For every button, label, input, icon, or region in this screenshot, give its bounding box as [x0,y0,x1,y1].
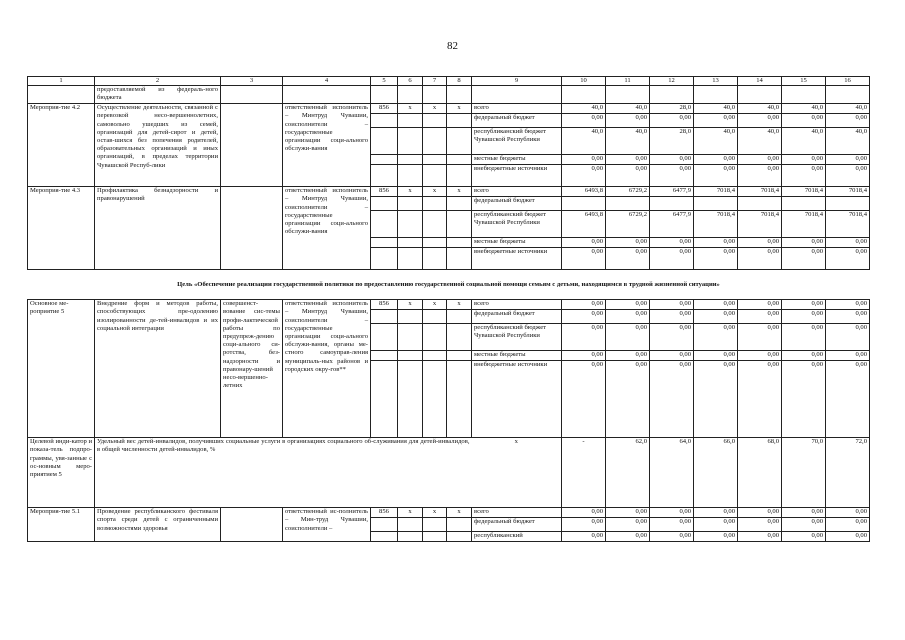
value-cell: 40,0 [562,104,606,114]
value-cell: 0,00 [694,324,738,351]
table-cell [371,518,398,532]
table-cell [371,114,398,128]
value-cell: 6729,2 [606,211,650,238]
funding-source: республиканский бюджет Чувашской Республики [472,211,562,238]
table-cell [447,361,472,438]
value-cell: 0,00 [738,310,782,324]
funding-source: всего [472,300,562,310]
table-cell [398,211,423,238]
value-cell: 0,00 [738,324,782,351]
activity-name: Мероприя-тие 5.1 [28,508,95,542]
value-cell: 0,00 [650,155,694,165]
value-cell: 0,00 [562,310,606,324]
table-cell [447,165,472,187]
value-cell: 0,00 [782,324,826,351]
table-cell [371,310,398,324]
value-cell: 0,00 [826,508,870,518]
table-cell [398,197,423,211]
description-cell: предоставляемой из федераль-ного бюджета [95,86,221,104]
code-cell: x [447,508,472,518]
code-cell: x [447,104,472,114]
value-cell: 0,00 [826,238,870,248]
value-cell: 0,00 [782,155,826,165]
value-cell: 0,00 [826,351,870,361]
table-cell [423,165,447,187]
table-cell [398,324,423,351]
table-cell [562,86,606,104]
value-cell: 0,00 [782,532,826,542]
table-row [28,187,870,197]
value-cell: 7018,4 [782,187,826,197]
value-cell: 0,00 [562,324,606,351]
value-cell: 0,00 [826,165,870,187]
value-cell: 66,0 [694,438,738,508]
table-cell [423,518,447,532]
value-cell: 7018,4 [782,211,826,238]
table-cell [398,351,423,361]
value-cell: 0,00 [782,238,826,248]
table-cell [447,351,472,361]
value-cell: 0,00 [562,165,606,187]
value-cell: 0,00 [606,508,650,518]
value-cell: 70,0 [782,438,826,508]
value-cell: 64,0 [650,438,694,508]
table-cell [221,104,283,187]
goal-row [28,270,870,300]
grbs-code: 856 [371,187,398,197]
column-header: 14 [738,77,782,86]
value-cell: 0,00 [738,508,782,518]
value-cell: 0,00 [562,300,606,310]
value-cell: 0,00 [694,532,738,542]
value-cell: 0,00 [694,361,738,438]
funding-source: всего [472,508,562,518]
column-header: 4 [283,77,371,86]
table-row [28,508,870,518]
value-cell [826,197,870,211]
value-cell: 0,00 [738,114,782,128]
value-cell: 0,00 [562,532,606,542]
value-cell: 0,00 [562,508,606,518]
executor-cell: ответственный исполнитель – Минтруд Чувашии, соисполнители – государственные организации соци-ального обслужи-вания [283,187,371,270]
value-cell: 0,00 [606,351,650,361]
table-cell [371,211,398,238]
table-cell [650,86,694,104]
table-cell [371,532,398,542]
column-header: 10 [562,77,606,86]
executor-cell: ответственный исполнитель – Минтруд Чувашии, соисполнители – государственные организации соци-ального обслужи-вания, органы ме-стного самоуправ-ления муниципаль-ных районов и городских окру-гов** [283,300,371,438]
table-cell [447,114,472,128]
column-header: 12 [650,77,694,86]
table-cell [371,197,398,211]
activity-description: Проведение республиканского фестиваля спорта среди детей с ограниченными возможностями здоровья [95,508,221,542]
value-cell: 0,00 [738,165,782,187]
value-cell: 0,00 [606,518,650,532]
table-cell [398,518,423,532]
activity-description: Внедрение форм и методов работы, способствующих пре-одолению изолированности де-тей-инвалидов и их социальной интеграции [95,300,221,438]
value-cell: 0,00 [694,238,738,248]
value-cell: 40,0 [606,128,650,155]
table-cell [398,361,423,438]
funding-source: федеральный бюджет [472,197,562,211]
value-cell: - [562,438,606,508]
table-cell [423,114,447,128]
value-cell [694,197,738,211]
funding-source: внебюджетные источники [472,248,562,270]
table-cell [447,86,472,104]
value-cell: 40,0 [694,128,738,155]
table-cell [371,155,398,165]
code-cell: x [472,438,562,508]
column-header: 8 [447,77,472,86]
value-cell: 0,00 [606,114,650,128]
table-cell [371,128,398,155]
code-cell: x [398,187,423,197]
value-cell: 28,0 [650,104,694,114]
table-cell [782,86,826,104]
column-header: 1 [28,77,95,86]
column-header: 11 [606,77,650,86]
grbs-code: 856 [371,104,398,114]
value-cell: 0,00 [650,165,694,187]
value-cell: 0,00 [782,248,826,270]
value-cell: 62,0 [606,438,650,508]
value-cell: 0,00 [650,361,694,438]
activity-name: Мероприя-тие 4.3 [28,187,95,270]
value-cell: 7018,4 [738,211,782,238]
value-cell: 6477,9 [650,211,694,238]
table-cell [447,248,472,270]
code-cell: x [423,300,447,310]
column-header: 15 [782,77,826,86]
value-cell: 0,00 [650,238,694,248]
value-cell: 6493,8 [562,211,606,238]
value-cell: 0,00 [694,508,738,518]
table-cell [423,324,447,351]
table-cell [447,324,472,351]
code-cell: x [398,508,423,518]
table-cell [423,128,447,155]
funding-source: всего [472,104,562,114]
value-cell: 0,00 [606,300,650,310]
table-cell [398,155,423,165]
value-cell: 0,00 [562,238,606,248]
table-cell [423,248,447,270]
funding-source: местные бюджеты [472,238,562,248]
value-cell: 40,0 [782,104,826,114]
indicator-text: Удельный вес детей-инвалидов, получивших социальные услуги в организациях социального об-служивания для детей-инвалидов, в общей численности детей-инвалидов, % [95,438,472,508]
value-cell: 6729,2 [606,187,650,197]
column-header: 9 [472,77,562,86]
grbs-code: 856 [371,508,398,518]
table-cell [447,128,472,155]
table-cell [398,114,423,128]
table-cell [398,165,423,187]
column-header: 3 [221,77,283,86]
table-cell [472,86,562,104]
table-cell [371,165,398,187]
value-cell: 0,00 [562,518,606,532]
value-cell: 0,00 [694,248,738,270]
table-cell [447,518,472,532]
value-cell: 0,00 [650,324,694,351]
value-cell: 0,00 [650,310,694,324]
value-cell: 0,00 [782,351,826,361]
value-cell: 7018,4 [738,187,782,197]
table-row [28,104,870,114]
table-cell [447,197,472,211]
value-cell: 0,00 [694,155,738,165]
value-cell: 0,00 [826,248,870,270]
table-cell [423,310,447,324]
value-cell: 0,00 [694,165,738,187]
value-cell: 0,00 [782,300,826,310]
column-header: 16 [826,77,870,86]
value-cell: 40,0 [562,128,606,155]
value-cell: 0,00 [826,324,870,351]
table-cell [447,238,472,248]
value-cell: 0,00 [826,310,870,324]
table-cell [423,211,447,238]
value-cell: 40,0 [782,128,826,155]
value-cell: 0,00 [782,310,826,324]
table-cell [221,508,283,542]
funding-source: внебюджетные источники [472,361,562,438]
value-cell: 0,00 [738,238,782,248]
column-header: 6 [398,77,423,86]
code-cell: x [447,187,472,197]
value-cell: 7018,4 [826,187,870,197]
funding-source: республиканский [472,532,562,542]
value-cell: 7018,4 [694,211,738,238]
value-cell: 0,00 [562,248,606,270]
table-cell [423,86,447,104]
value-cell: 7018,4 [826,211,870,238]
code-cell: x [398,104,423,114]
table-cell [371,361,398,438]
value-cell: 40,0 [826,104,870,114]
code-cell: x [398,300,423,310]
funding-source: федеральный бюджет [472,310,562,324]
value-cell: 0,00 [738,532,782,542]
table-cell [606,86,650,104]
value-cell [606,197,650,211]
table-cell [423,361,447,438]
table-cell [221,86,283,104]
table-cell [398,86,423,104]
table-cell [371,324,398,351]
value-cell [782,197,826,211]
activity-task: совершенст-вование сис-темы профи-лактической работы по предупреж-дению соци-ального си-ротства, без-надзорности и правонару-шений несо-вершенно-летних [221,300,283,438]
value-cell: 0,00 [782,361,826,438]
funding-source: федеральный бюджет [472,114,562,128]
activity-name: Основное ме-роприятие 5 [28,300,95,438]
activity-description: Осуществление деятельности, связанной с перевозкой несо-вершеннолетних, самовольно ушедших из семей, организаций для детей-сирот и детей, остав-шихся без попечения родителей, образовательных организаций и иных организаций, в пределах территории Чувашской Респуб-лики [95,104,221,187]
code-cell: x [447,300,472,310]
funding-source: федеральный бюджет [472,518,562,532]
value-cell: 0,00 [650,300,694,310]
table-cell [694,86,738,104]
value-cell: 0,00 [738,248,782,270]
value-cell: 0,00 [650,351,694,361]
table-cell [398,238,423,248]
indicator-row [28,438,870,508]
value-cell: 0,00 [650,248,694,270]
value-cell: 28,0 [650,128,694,155]
value-cell: 0,00 [738,155,782,165]
table-cell [371,248,398,270]
value-cell: 0,00 [782,508,826,518]
value-cell: 40,0 [694,104,738,114]
value-cell: 40,0 [738,104,782,114]
code-cell: x [423,104,447,114]
value-cell: 0,00 [738,300,782,310]
value-cell: 0,00 [738,351,782,361]
goal-heading: Цель «Обеспечение реализации государственной политики по предоставлению государственной социальной помощи семьям с детьми, находящимся в трудной жизненной ситуации» [28,270,870,300]
column-header: 5 [371,77,398,86]
table-cell [447,532,472,542]
table-cell [826,86,870,104]
value-cell: 0,00 [562,114,606,128]
column-header: 7 [423,77,447,86]
value-cell: 0,00 [782,114,826,128]
funding-source: республиканский бюджет Чувашской Республики [472,324,562,351]
funding-source: республиканский бюджет Чувашской Республики [472,128,562,155]
value-cell: 0,00 [650,508,694,518]
table-cell [398,128,423,155]
table-cell [398,532,423,542]
value-cell: 0,00 [606,310,650,324]
value-cell [738,197,782,211]
value-cell: 40,0 [738,128,782,155]
table-cell [371,238,398,248]
value-cell: 0,00 [562,361,606,438]
value-cell: 0,00 [694,518,738,532]
value-cell: 0,00 [606,361,650,438]
value-cell: 0,00 [650,114,694,128]
budget-table [27,76,870,542]
value-cell: 0,00 [782,165,826,187]
value-cell: 72,0 [826,438,870,508]
column-header: 2 [95,77,221,86]
value-cell: 0,00 [826,155,870,165]
value-cell [562,197,606,211]
code-cell: x [423,187,447,197]
table-cell [28,86,95,104]
value-cell: 0,00 [826,532,870,542]
value-cell: 0,00 [650,518,694,532]
executor-cell: ответственный ис-полнитель – Мин-труд Чувашии, соисполнители – [283,508,371,542]
value-cell: 0,00 [738,518,782,532]
table-cell [398,310,423,324]
funding-source: местные бюджеты [472,155,562,165]
table-cell [398,248,423,270]
column-header: 13 [694,77,738,86]
indicator-name: Целевой инди-катор и показа-тель подпро-граммы, увя-занные с ос-новным меро-приятием 5 [28,438,95,508]
value-cell: 0,00 [782,518,826,532]
table-cell [447,310,472,324]
table-cell [447,155,472,165]
table-cell [423,197,447,211]
page-number: 82 [447,40,458,52]
value-cell: 0,00 [694,310,738,324]
grbs-code: 856 [371,300,398,310]
value-cell: 0,00 [738,361,782,438]
value-cell: 0,00 [606,238,650,248]
value-cell: 0,00 [606,155,650,165]
table-cell [423,532,447,542]
value-cell: 0,00 [826,518,870,532]
header-row [28,77,870,86]
funding-source: всего [472,187,562,197]
table-row [28,300,870,310]
code-cell: x [423,508,447,518]
value-cell: 6493,8 [562,187,606,197]
activity-name: Мероприя-тие 4.2 [28,104,95,187]
table-cell [447,211,472,238]
value-cell: 68,0 [738,438,782,508]
value-cell: 40,0 [606,104,650,114]
value-cell: 0,00 [694,114,738,128]
table-cell [221,187,283,270]
value-cell: 7018,4 [694,187,738,197]
table-cell [423,351,447,361]
table-cell [423,238,447,248]
table-cell [423,155,447,165]
activity-description: Профилактика безнадзорности и правонарушений [95,187,221,270]
table-cell [371,351,398,361]
value-cell: 0,00 [826,300,870,310]
value-cell: 40,0 [826,128,870,155]
table-cell [283,86,371,104]
value-cell: 0,00 [562,351,606,361]
funding-source: местные бюджеты [472,351,562,361]
value-cell: 0,00 [826,114,870,128]
value-cell: 0,00 [606,532,650,542]
table-cell [738,86,782,104]
value-cell: 0,00 [606,324,650,351]
value-cell [650,197,694,211]
value-cell: 0,00 [694,300,738,310]
value-cell: 0,00 [562,155,606,165]
value-cell: 0,00 [694,351,738,361]
table-cell [371,86,398,104]
value-cell: 0,00 [826,361,870,438]
value-cell: 0,00 [650,532,694,542]
executor-cell: ответственный исполнитель – Минтруд Чувашии, соисполнители – государственные организации соци-ального обслужи-вания [283,104,371,187]
value-cell: 6477,9 [650,187,694,197]
funding-source: внебюджетные источники [472,165,562,187]
value-cell: 0,00 [606,165,650,187]
continuation-row [28,86,870,104]
value-cell: 0,00 [606,248,650,270]
